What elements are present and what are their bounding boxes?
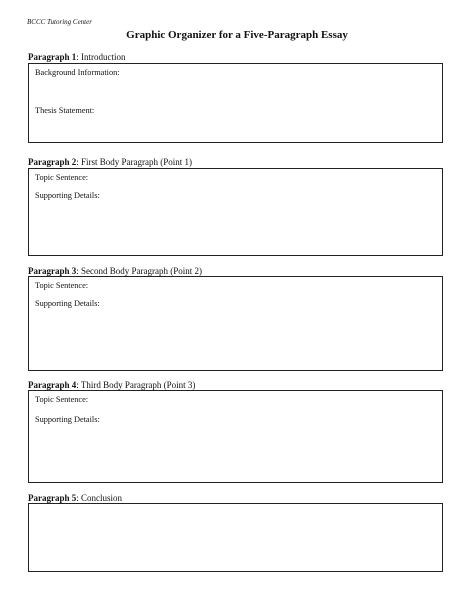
section-number: Paragraph 5 [28,493,77,503]
section-description: : Conclusion [76,493,123,503]
section-label-paragraph-5 [28,493,122,503]
prompt-supporting-details: Supporting Details: [35,299,100,308]
writing-box-paragraph-1[interactable] [28,63,443,143]
prompt-supporting-details: Supporting Details: [35,191,100,200]
prompt-supporting-details: Supporting Details: [35,415,100,424]
section-label-paragraph-4 [28,380,195,390]
section-description: : Third Body Paragraph (Point 3) [76,380,196,390]
section-label-paragraph-1 [28,52,126,62]
section-number: Paragraph 4 [28,380,77,390]
section-label-paragraph-2 [28,157,192,167]
section-number: Paragraph 2 [28,157,77,167]
section-label-paragraph-3 [28,266,202,276]
section-description: : Introduction [76,52,126,62]
section-description: : Second Body Paragraph (Point 2) [76,266,202,276]
section-number: Paragraph 1 [28,52,77,62]
writing-box-paragraph-3[interactable] [28,276,443,371]
prompt-topic-sentence: Topic Sentence: [35,173,89,182]
section-description: : First Body Paragraph (Point 1) [76,157,192,167]
prompt-background-information: Background Information: [35,68,120,77]
header-note: BCCC Tutoring Center [27,18,92,26]
prompt-topic-sentence: Topic Sentence: [35,281,89,290]
writing-box-paragraph-5[interactable] [28,503,443,572]
document-title: Graphic Organizer for a Five-Paragraph Essay [126,29,348,41]
writing-box-paragraph-2[interactable] [28,168,443,256]
writing-box-paragraph-4[interactable] [28,390,443,483]
prompt-thesis-statement: Thesis Statement: [35,106,95,115]
prompt-topic-sentence: Topic Sentence: [35,395,89,404]
section-number: Paragraph 3 [28,266,77,276]
